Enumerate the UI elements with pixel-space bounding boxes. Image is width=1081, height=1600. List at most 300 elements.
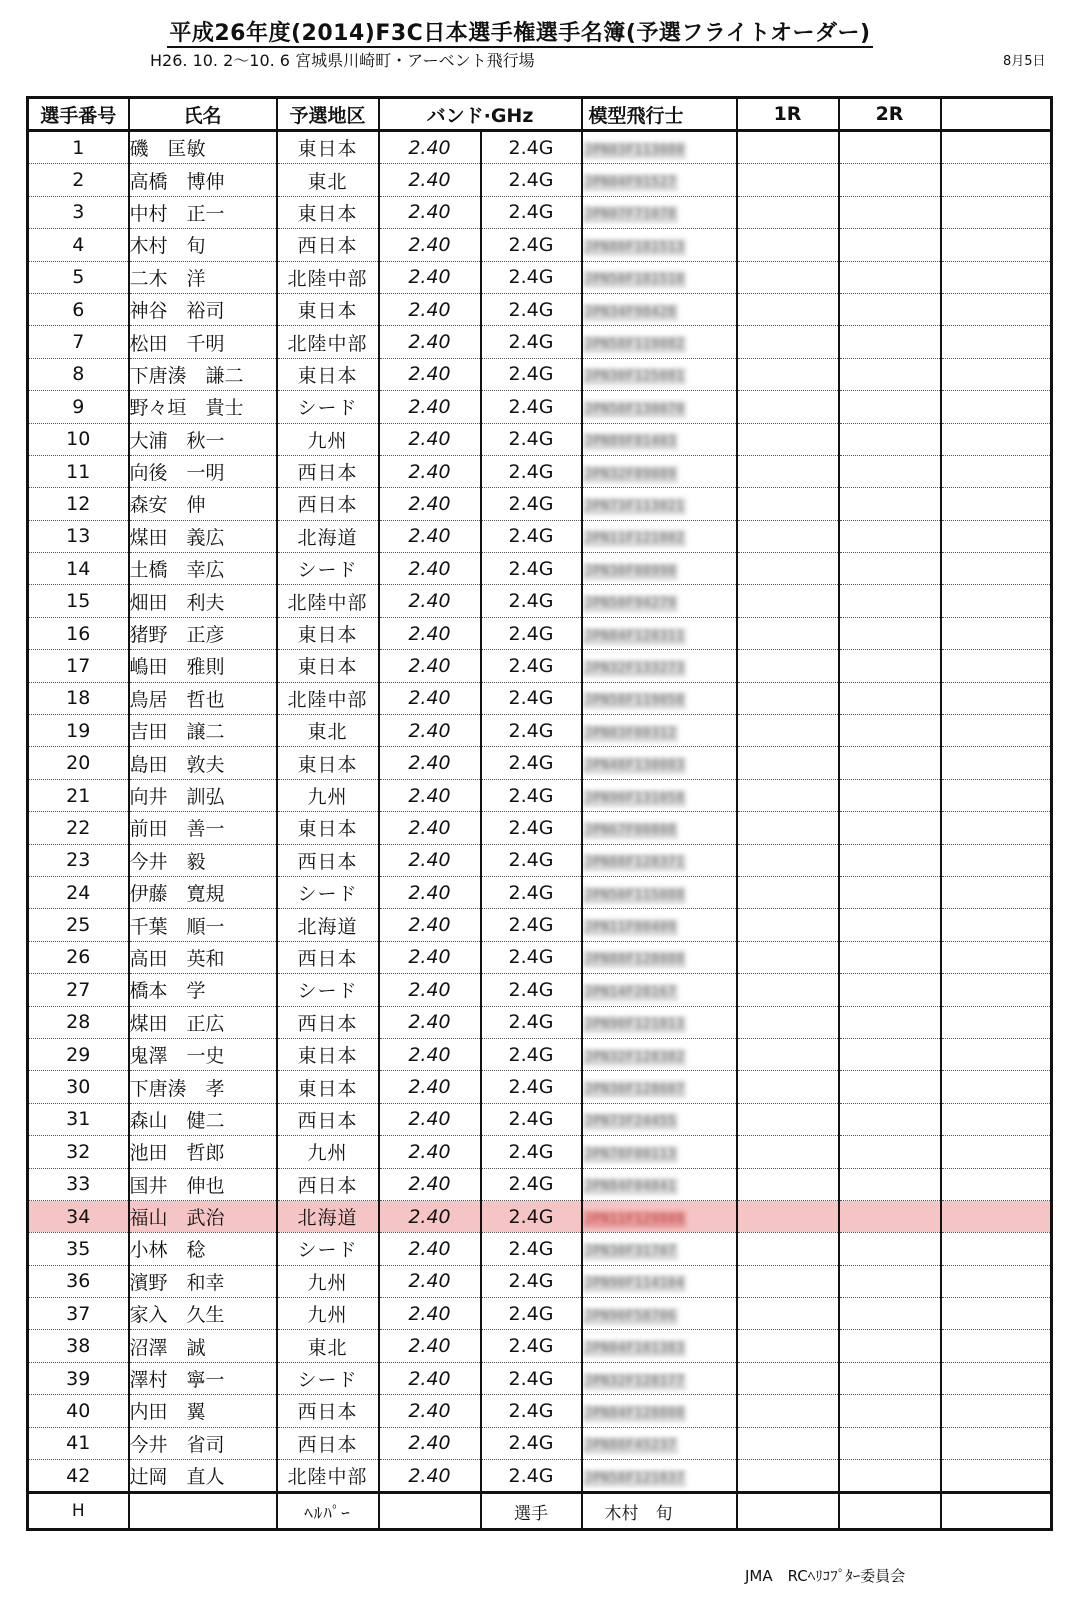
frequency-value: 2.4G [481,779,582,811]
band-value: 2.40 [379,747,481,779]
player-name: 今井 省司 [129,1427,277,1459]
frequency-value: 2.4G [481,358,582,390]
round1-score [737,196,839,228]
table-row [28,1330,1052,1362]
player-region: シード [277,974,379,1006]
round1-score [737,1395,839,1427]
player-number: 41 [28,1427,129,1459]
extra-cell [941,131,1052,164]
player-name: 猪野 正彦 [129,617,277,649]
frequency-value: 2.4G [481,1362,582,1394]
player-number: 14 [28,553,129,585]
license-number-text: JPN50F181510 [584,272,685,288]
extra-cell [941,1103,1052,1135]
player-region: 東日本 [277,1071,379,1103]
event-subtitle: H26. 10. 2～10. 6 宮城県川崎町・アーベント飛行場 [150,51,535,70]
col-header-round2: 2R [839,98,941,131]
player-region: 西日本 [277,1006,379,1038]
license-number [582,941,737,973]
player-name: 土橋 幸広 [129,553,277,585]
player-region: 東日本 [277,747,379,779]
player-name: 木村 旬 [129,229,277,261]
extra-cell [941,455,1052,487]
extra-cell [941,1298,1052,1330]
player-region: 西日本 [277,1103,379,1135]
round1-score [737,876,839,908]
license-number [582,131,737,164]
table-row [28,358,1052,390]
extra-cell [941,520,1052,552]
license-number-text: JPN11F121802 [584,531,685,547]
player-name: 沼澤 誠 [129,1330,277,1362]
band-value: 2.40 [379,1200,481,1232]
frequency-value: 2.4G [481,1265,582,1297]
license-number [582,520,737,552]
helper-label: ﾍﾙﾊﾟｰ [277,1493,379,1530]
band-value: 2.40 [379,520,481,552]
frequency-value: 2.4G [481,876,582,908]
round1-score [737,1006,839,1038]
player-number: 20 [28,747,129,779]
extra-cell [941,715,1052,747]
license-number-text: JPN32F133273 [584,660,685,676]
round2-score [839,650,941,682]
round2-score [839,941,941,973]
player-label: 選手 [481,1493,582,1530]
round2-score [839,1395,941,1427]
table-row [28,1200,1052,1232]
round1-score [737,1071,839,1103]
player-number: 9 [28,391,129,423]
frequency-value: 2.4G [481,585,582,617]
table-row [28,682,1052,714]
round2-score [839,1362,941,1394]
round2-score [839,261,941,293]
round1-score [737,941,839,973]
license-number-text: JPN89F81403 [584,434,677,450]
frequency-value: 2.4G [481,1330,582,1362]
band-value: 2.40 [379,423,481,455]
round1-score [737,1136,839,1168]
round1-score [737,650,839,682]
round2-score [839,1038,941,1070]
col-header-license: 模型飛行士 [582,98,737,131]
band-value: 2.40 [379,1427,481,1459]
license-number-text: JPN58F119082 [584,337,685,353]
license-number-text: JPN90F121813 [584,1017,685,1033]
player-region: 九州 [277,423,379,455]
round1-score [737,617,839,649]
player-region: 東日本 [277,131,379,164]
player-number: 21 [28,779,129,811]
helper-code: H [28,1493,129,1530]
band-value: 2.40 [379,1103,481,1135]
player-name: 国井 伸也 [129,1168,277,1200]
license-number-text: JPN30F08990 [584,563,677,579]
player-region: 東日本 [277,650,379,682]
player-number: 28 [28,1006,129,1038]
license-number [582,1233,737,1265]
player-number: 6 [28,293,129,325]
player-name: 森山 健二 [129,1103,277,1135]
player-region: 西日本 [277,455,379,487]
frequency-value: 2.4G [481,1395,582,1427]
player-name: 大浦 秋一 [129,423,277,455]
extra-cell [941,1006,1052,1038]
player-number: 1 [28,131,129,164]
extra-cell [941,229,1052,261]
player-number: 29 [28,1038,129,1070]
extra-cell [941,1395,1052,1427]
round2-score [839,974,941,1006]
license-number-text: JPN84F04841 [584,1179,677,1195]
license-number [582,455,737,487]
license-number-text: JPN78F00113 [584,1146,677,1162]
table-row [28,812,1052,844]
table-row [28,1103,1052,1135]
extra-cell [941,1071,1052,1103]
document-date: 8月5日 [1003,54,1046,69]
player-region: 東北 [277,715,379,747]
player-name: 磯 匡敏 [129,131,277,164]
license-number [582,391,737,423]
frequency-value: 2.4G [481,326,582,358]
extra-cell [941,1265,1052,1297]
player-name: 中村 正一 [129,196,277,228]
table-row [28,326,1052,358]
player-number: 25 [28,909,129,941]
band-value: 2.40 [379,391,481,423]
band-value: 2.40 [379,844,481,876]
player-region: 東日本 [277,293,379,325]
license-number [582,423,737,455]
round1-score [737,844,839,876]
license-number [582,326,737,358]
extra-cell [941,1460,1052,1493]
player-number: 16 [28,617,129,649]
frequency-value: 2.4G [481,196,582,228]
player-name: 二木 洋 [129,261,277,293]
player-number: 17 [28,650,129,682]
player-name: 辻岡 直人 [129,1460,277,1493]
player-number: 23 [28,844,129,876]
round2-score [839,1233,941,1265]
license-number-text: JPN73F113021 [584,498,685,514]
helper-blank-r2 [839,1493,941,1530]
player-region: 北陸中部 [277,326,379,358]
round2-score [839,455,941,487]
extra-cell [941,876,1052,908]
player-number: 30 [28,1071,129,1103]
player-name: 橋本 学 [129,974,277,1006]
table-row [28,1038,1052,1070]
table-row [28,1006,1052,1038]
player-region: 九州 [277,779,379,811]
band-value: 2.40 [379,326,481,358]
round2-score [839,909,941,941]
license-number [582,747,737,779]
extra-cell [941,261,1052,293]
table-row [28,909,1052,941]
table-row [28,650,1052,682]
frequency-value: 2.4G [481,1298,582,1330]
frequency-value: 2.4G [481,682,582,714]
player-number: 4 [28,229,129,261]
round1-score [737,1330,839,1362]
round2-score [839,1103,941,1135]
table-row [28,1298,1052,1330]
col-header-band: バンド·GHz [379,98,582,131]
license-number-text: JPN14F28167 [584,984,677,1000]
band-value: 2.40 [379,1265,481,1297]
extra-cell [941,391,1052,423]
player-number: 32 [28,1136,129,1168]
license-number-text: JPN30F125081 [584,369,685,385]
license-number-text: JPN30F128607 [584,1082,685,1098]
extra-cell [941,650,1052,682]
player-name: 煤田 義広 [129,520,277,552]
table-row [28,1136,1052,1168]
player-region: 西日本 [277,941,379,973]
band-value: 2.40 [379,650,481,682]
extra-cell [941,585,1052,617]
round2-score [839,1006,941,1038]
player-name: 煤田 正広 [129,1006,277,1038]
license-number [582,293,737,325]
band-value: 2.40 [379,1362,481,1394]
round2-score [839,715,941,747]
frequency-value: 2.4G [481,1103,582,1135]
extra-cell [941,682,1052,714]
license-number [582,1168,737,1200]
extra-cell [941,293,1052,325]
player-region: 北陸中部 [277,585,379,617]
player-region: シード [277,1362,379,1394]
round2-score [839,1330,941,1362]
extra-cell [941,164,1052,196]
license-number-text: JPN84F128311 [584,628,685,644]
round2-score [839,585,941,617]
license-number-text: JPN07F71078 [584,207,677,223]
table-row [28,941,1052,973]
license-number [582,1265,737,1297]
license-number-text: JPN50F94279 [584,596,677,612]
table-row [28,585,1052,617]
extra-cell [941,423,1052,455]
player-region: 北海道 [277,520,379,552]
license-number-text: JPN04F91527 [584,175,677,191]
extra-cell [941,488,1052,520]
player-number: 33 [28,1168,129,1200]
band-value: 2.40 [379,909,481,941]
player-number: 22 [28,812,129,844]
player-number: 15 [28,585,129,617]
license-number-text: JPN88F128088 [584,952,685,968]
round1-score [737,391,839,423]
extra-cell [941,812,1052,844]
license-number [582,261,737,293]
band-value: 2.40 [379,1298,481,1330]
round2-score [839,196,941,228]
band-value: 2.40 [379,1038,481,1070]
table-row [28,164,1052,196]
player-name: 下唐湊 孝 [129,1071,277,1103]
license-number-text: JPN80F181513 [584,239,685,255]
player-region: 西日本 [277,1395,379,1427]
frequency-value: 2.4G [481,1168,582,1200]
round1-score [737,1298,839,1330]
license-number-text: JPN88F128371 [584,855,685,871]
band-value: 2.40 [379,1136,481,1168]
license-number-text: JPN50F115088 [584,887,685,903]
license-number [582,1006,737,1038]
frequency-value: 2.4G [481,261,582,293]
band-value: 2.40 [379,876,481,908]
player-region: 東日本 [277,812,379,844]
band-value: 2.40 [379,812,481,844]
frequency-value: 2.4G [481,488,582,520]
player-number: 34 [28,1200,129,1232]
license-number [582,196,737,228]
license-number [582,1362,737,1394]
license-number [582,1038,737,1070]
player-number: 42 [28,1460,129,1493]
player-region: シード [277,876,379,908]
band-value: 2.40 [379,1168,481,1200]
round1-score [737,1200,839,1232]
table-row [28,1071,1052,1103]
player-region: 北陸中部 [277,261,379,293]
license-number-text: JPN48F130083 [584,758,685,774]
player-number: 26 [28,941,129,973]
player-name: 濱野 和幸 [129,1265,277,1297]
player-number: 13 [28,520,129,552]
player-name: 向井 訓弘 [129,779,277,811]
round2-score [839,293,941,325]
frequency-value: 2.4G [481,164,582,196]
roster-table [26,96,1053,1531]
round2-score [839,1136,941,1168]
round2-score [839,682,941,714]
round2-score [839,1200,941,1232]
extra-cell [941,1330,1052,1362]
helper-blank-name [129,1493,277,1530]
license-number [582,1395,737,1427]
license-number [582,358,737,390]
license-number-text: JPN50F130070 [584,401,685,417]
table-row [28,196,1052,228]
player-name: 畑田 利夫 [129,585,277,617]
helper-player-name: 木村 旬 [582,1493,737,1530]
table-row [28,1362,1052,1394]
player-region: 北海道 [277,909,379,941]
round2-score [839,1265,941,1297]
table-row [28,747,1052,779]
license-number [582,229,737,261]
frequency-value: 2.4G [481,1071,582,1103]
helper-row [28,1493,1052,1530]
band-value: 2.40 [379,488,481,520]
round1-score [737,715,839,747]
round1-score [737,488,839,520]
table-row [28,1427,1052,1459]
player-number: 37 [28,1298,129,1330]
table-row [28,553,1052,585]
frequency-value: 2.4G [481,391,582,423]
extra-cell [941,1362,1052,1394]
col-header-blank [941,98,1052,131]
extra-cell [941,358,1052,390]
player-number: 5 [28,261,129,293]
player-region: 北海道 [277,1200,379,1232]
table-row [28,1168,1052,1200]
license-number-text: JPN58F121837 [584,1470,685,1486]
round1-score [737,1265,839,1297]
player-name: 森安 伸 [129,488,277,520]
extra-cell [941,941,1052,973]
col-header-round1: 1R [737,98,839,131]
round2-score [839,326,941,358]
band-value: 2.40 [379,585,481,617]
round2-score [839,1460,941,1493]
round1-score [737,1233,839,1265]
player-name: 下唐湊 謙二 [129,358,277,390]
round2-score [839,229,941,261]
extra-cell [941,196,1052,228]
player-number: 39 [28,1362,129,1394]
table-row [28,779,1052,811]
extra-cell [941,1200,1052,1232]
round1-score [737,229,839,261]
frequency-value: 2.4G [481,1427,582,1459]
player-name: 伊藤 寛規 [129,876,277,908]
helper-blank-r1 [737,1493,839,1530]
table-row [28,261,1052,293]
helper-blank-extra [941,1493,1052,1530]
player-region: 西日本 [277,844,379,876]
player-region: 東北 [277,164,379,196]
license-number [582,1200,737,1232]
helper-blank-band [379,1493,481,1530]
col-header-number: 選手番号 [28,98,129,131]
player-region: 西日本 [277,229,379,261]
license-number [582,812,737,844]
player-number: 7 [28,326,129,358]
frequency-value: 2.4G [481,844,582,876]
license-number-text: JPN30F31707 [584,1243,677,1259]
license-number [582,715,737,747]
player-number: 19 [28,715,129,747]
round1-score [737,326,839,358]
header-row [28,98,1052,131]
extra-cell [941,326,1052,358]
license-number [582,1071,737,1103]
license-number-text: JPN32F128382 [584,1049,685,1065]
round2-score [839,131,941,164]
player-number: 27 [28,974,129,1006]
license-number-text: JPN03F113080 [584,142,685,158]
round2-score [839,844,941,876]
frequency-value: 2.4G [481,974,582,1006]
round2-score [839,876,941,908]
table-row [28,844,1052,876]
band-value: 2.40 [379,1006,481,1038]
extra-cell [941,1136,1052,1168]
license-number-text: JPN11F129808 [584,1211,685,1227]
round1-score [737,553,839,585]
player-region: 九州 [277,1298,379,1330]
table-row [28,617,1052,649]
